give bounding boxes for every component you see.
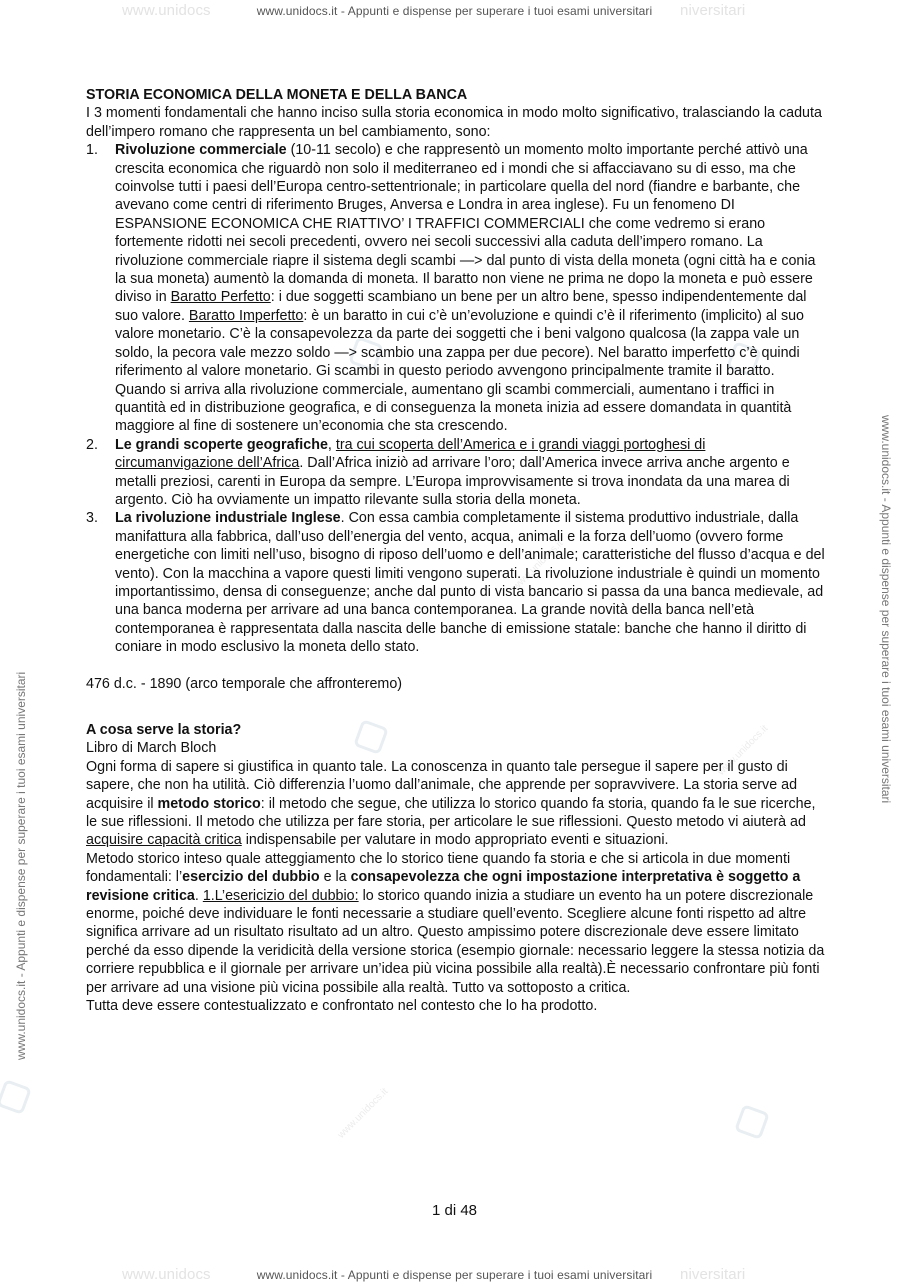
banner-ghost-left: www.unidocs xyxy=(122,2,211,19)
list-item xyxy=(86,509,826,656)
term-esercizio-dubbio: esercizio del dubbio xyxy=(182,869,320,886)
paragraph-text: Metodo storico inteso quale atteggiamento che lo storico tiene quando fa storia e che si articola in due momenti fondamentali: l’ xyxy=(86,850,791,886)
key-moments-list xyxy=(86,141,826,656)
paragraph-text: indispensabile per valutare in modo appropriato eventi e situazioni. xyxy=(241,832,669,849)
watermark-text: www.unidocs.it xyxy=(335,1086,391,1141)
item-separator: , xyxy=(327,436,336,453)
term-baratto-perfetto: Baratto Perfetto xyxy=(170,289,271,306)
list-item xyxy=(86,436,826,510)
footer-banner xyxy=(0,1268,909,1282)
item-text: . Con essa cambia completamente il sistema produttivo industriale, dalla manifattura alla fabbrica, dall’uso dell’energia del vento, acqua, animali e la forza dell’uomo (ovvero forme energetiche con limiti nell’uso, bisogno di riposo dell’uomo e dell’animale; caratteristiche del flusso d’acqua e del vento). Con la macchina a vapore questi limiti vengono superati. La rivoluzione industriale è quindi un momento importantissimo, densa di conseguenze; anche dal punto di vista bancario si passa da una banca medievale, ad una banca moderna per arrivare ad una banca contemporanea. La grande novità della banca nell’età contemporanea è rappresentata dalla nascita delle banche di emissione statale: banche che hanno il diritto di coniare in modo esclusivo la moneta dello stato. xyxy=(115,510,825,656)
paragraph-text: e la xyxy=(319,869,351,886)
timespan-line: 476 d.c. - 1890 (arco temporale che affronteremo) xyxy=(86,675,403,692)
document-title: STORIA ECONOMICA DELLA MONETA E DELLA BANCA xyxy=(86,87,468,103)
intro-paragraph: I 3 momenti fondamentali che hanno inciso sulla storia economica in modo molto significativo, tralasciando la caduta dell’impero romano che rappresenta un bel cambiamento, sono: xyxy=(86,105,822,140)
side-banner-left: www.unidocs.it - Appunti e dispense per superare i tuoi esami universitari xyxy=(14,671,28,1060)
side-banner-right: www.unidocs.it - Appunti e dispense per superare i tuoi esami universitari xyxy=(879,415,893,804)
header-banner xyxy=(0,4,909,18)
banner-text: www.unidocs.it - Appunti e dispense per superare i tuoi esami universitari xyxy=(256,4,653,18)
term-baratto-imperfetto: Baratto Imperfetto xyxy=(188,307,304,324)
watermark-text: www.unidocs.it xyxy=(510,538,566,593)
item-title: La rivoluzione industriale Inglese xyxy=(115,510,341,527)
term-consapevolezza: consapevolezza che ogni impostazione interpretativa è soggetto a revisione critica xyxy=(86,869,801,904)
paragraph-text: Ogni forma di sapere si giustifica in quanto tale. La conoscenza in quanto tale persegue il sapere per il gusto di sapere, che non ha utilità. Ciò differenzia l’uomo dall’animale, che apprende per sopravvivere. La storia serve ad acquisire il xyxy=(86,758,798,812)
paragraph-text: . xyxy=(194,887,203,904)
page-number: 1 di 48 xyxy=(431,1202,478,1219)
paragraph-text: lo storico quando inizia a studiare un evento ha un potere discrezionale enorme, poiché deve individuare le fonti necessarie a studiare quell’evento. Scegliere alcune fonti rispetto ad altre significa arrivare ad un risultato risultato ad un altro. Questo ampissimo potere discrezionale deve essere limitato perché da esso dipende la veridicità della versione storica (esempio giornale: necessario leggere la stessa notizia da corriere repubblica e il giornale per arrivare un’idea più vicina possibile alla realtà).È necessario confrontare più fonti per arrivare ad una visione più vicina possibile alla realtà. Tutto va sottoposto a critica. xyxy=(86,887,825,996)
item-underlined: tra cui scoperta dell’America e i grandi viaggi portoghesi di circumanvigazione dell’Africa xyxy=(115,436,706,472)
term-capacita-critica: acquisire capacità critica xyxy=(86,832,242,849)
item-text: : i due soggetti scambiano un bene per un altro bene, spesso indipendentemente dal suo valore. xyxy=(115,289,807,324)
list-item xyxy=(86,141,826,436)
paragraph-text: : il metodo che segue, che utilizza lo storico quando fa storia, quando fa le sue ricerche, le sue riflessioni. Il metodo che utilizza per fare storia, per articolare le sue riflessioni. Questo metodo vi aiuterà ad xyxy=(86,795,816,831)
banner-ghost-right: niversitari xyxy=(680,2,746,19)
section-heading: A cosa serve la storia? xyxy=(86,722,242,738)
banner-ghost-right: niversitari xyxy=(680,1266,746,1283)
item-title: Rivoluzione commerciale xyxy=(115,142,287,159)
list-number: 1. xyxy=(86,142,98,159)
list-number: 3. xyxy=(86,510,98,527)
banner-ghost-left: www.unidocs xyxy=(122,1266,211,1283)
watermark-text: www.unidocs.it xyxy=(715,723,771,778)
item-title: Le grandi scoperte geografiche xyxy=(115,436,328,453)
item-text: : è un baratto in cui c’è un’evoluzione e quindi c’è il riferimento (implicito) al suo valore monetario. C’è la consapevolezza da parte dei soggetti che i beni valgono qualcosa (la zappa vale un soldo, la pecora vale mezzo soldo —> scambio una zappa per due pecore). Nel baratto imperfetto c’è quindi riferimento al valore monetario. Gi scambi in questo periodo avvengono principalmente tramite il baratto. Quando si arriva alla rivoluzione commerciale, aumentano gli scambi commerciali, aumentano i traffici in quantità ed in distribuzione geografica, e di conseguenza la moneta inizia ad essere domandata in quantità maggiore al fine di sostenere un’economia che sta crescendo. xyxy=(115,307,805,435)
watermark-logo-icon xyxy=(734,1104,770,1140)
banner-text: www.unidocs.it - Appunti e dispense per superare i tuoi esami universitari xyxy=(256,1268,653,1282)
subheading-esercizio: 1.L’esericizio del dubbio: xyxy=(202,887,359,904)
item-text: . Dall’Africa iniziò ad arrivare l’oro; dall’America invece arriva anche argento e metalli preziosi, carenti in Europa da sempre. L’Europa improvvisamente si trova inondata da una marea di argento. Ciò ha ovviamente un impatto rilevante sulla storia della moneta. xyxy=(115,455,790,508)
section-paragraph xyxy=(86,758,826,850)
term-metodo-storico: metodo storico xyxy=(157,795,261,812)
section-paragraph xyxy=(86,850,826,997)
document-body xyxy=(86,86,826,1016)
item-text: (10-11 secolo) e che rappresentò un momento molto importante perché attivò una crescita economica che riguardò non solo il mediterraneo ed i mondi che si affacciavano su di esso, ma che coinvolse tutti i paesi dell’Europa centro-settentrionale; in particolare quella del nord (fiandre e barbante, che avevano come centri di riferimento Bruges, Anversa e Londra in area inglese). Fu un fenomeno DI ESPANSIONE ECONOMICA CHE RIATTIVO’ I TRAFFICI COMMERCIALI che come vedremo si erano fortemente ridotti nei secoli precedenti, ovvero nei secoli successivi alla caduta dell’impero romano. La rivoluzione commerciale riapre il sistema degli scambi —> dal punto di vista della moneta (ogni città ha e conia la sua moneta) aumentò la domanda di moneta. Il baratto non viene ne prima ne dopo la moneta e può essere diviso in xyxy=(115,142,816,306)
book-reference: Libro di March Bloch xyxy=(86,740,217,757)
watermark-logo-icon xyxy=(0,1079,32,1115)
list-number: 2. xyxy=(86,436,98,453)
section-paragraph: Tutta deve essere contestualizzato e confrontato nel contesto che lo ha prodotto. xyxy=(86,998,598,1015)
